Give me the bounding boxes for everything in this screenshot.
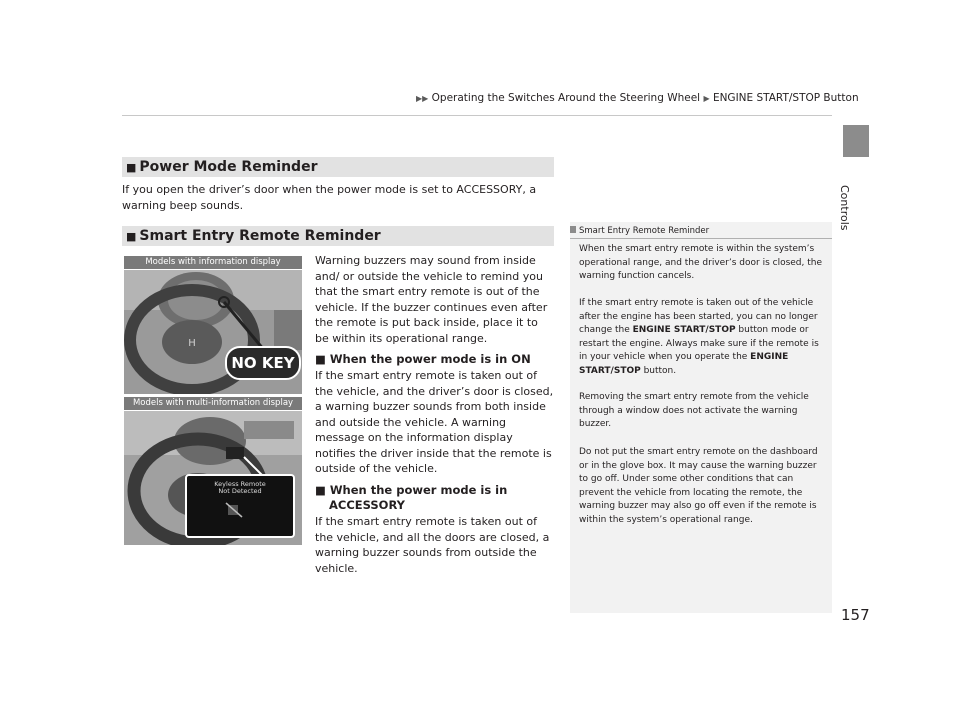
smart-entry-intro: Warning buzzers may sound from inside and/ or outside the vehicle to remind you that the smart entry remote is out of the vehicle. If the buzzer continues even after the remote is put back inside, place it to be within its operational range.: [315, 254, 548, 345]
section-marker-icon: ■: [126, 230, 137, 243]
image-caption-multi-info-display: Models with multi-information display: [124, 397, 302, 410]
section-heading-smart-entry: [122, 226, 554, 246]
section-marker-icon: ■: [315, 483, 330, 497]
breadcrumb-item: ENGINE START/STOP Button: [712, 92, 859, 104]
section-heading-power-mode: [122, 157, 554, 177]
section-heading-text: Power Mode Reminder: [139, 159, 318, 175]
notes-divider: [570, 238, 832, 239]
note-paragraph: If the smart entry remote is taken out of the vehicle after the engine has been started, you can no longer change the ENGINE START/STOP button mode or restart the engine. Always make sure if the remote is in your vehicle when you operate the ENGINE START/STOP button.: [579, 298, 819, 376]
section-marker-icon: ■: [315, 352, 330, 366]
image-caption-info-display: Models with information display: [124, 256, 302, 269]
breadcrumb-arrow-icon: ▶: [703, 94, 710, 103]
subheading-accessory: ■ When the power mode is in ACCESSORY: [315, 483, 508, 512]
accessory-mode-text: If the smart entry remote is taken out of the vehicle, and all the doors are closed, a warning buzzer sounds from outside the vehicle.: [315, 515, 550, 575]
page-number: 157: [841, 606, 870, 624]
note-paragraph: Removing the smart entry remote from the vehicle through a window does not activate the warning buzzer.: [579, 392, 809, 429]
no-key-indicator: NO KEY: [231, 354, 295, 372]
note-paragraph: When the smart entry remote is within the system’s operational range, and the driver’s door is closed, the warning function cancels.: [579, 244, 823, 281]
chapter-tab: [843, 125, 869, 157]
breadcrumb-arrow-icon: ▶▶: [416, 94, 429, 103]
on-mode-text: If the smart entry remote is taken out of the vehicle, and the driver’s door is closed, a warning buzzer sounds from both inside and outside the vehicle. A warning message on the information display notifies the driver inside that the remote is outside of the vehicle.: [315, 369, 554, 475]
breadcrumb-item: Operating the Switches Around the Steering Wheel: [431, 92, 701, 104]
steering-wheel-photo-2: [124, 411, 302, 545]
keyless-remote-message: Keyless Remote Not Detected: [214, 480, 266, 495]
breadcrumb: [416, 92, 859, 104]
steering-wheel-photo-1: [124, 270, 302, 394]
chapter-label: Controls: [838, 185, 851, 231]
power-mode-text: If you open the driver’s door when the power mode is set to ACCESSORY, a warning beep sounds.: [122, 183, 537, 212]
note-paragraph: Do not put the smart entry remote on the dashboard or in the glove box. It may cause the warning buzzer to go off. Under some other conditions that can prevent the vehicle from locating the remote, the warning buzzer may also go off even if the remote is within the system’s operational range.: [579, 447, 818, 525]
notes-title: Smart Entry Remote Reminder: [570, 226, 709, 236]
section-heading-text: Smart Entry Remote Reminder: [139, 228, 381, 244]
header-divider: [122, 115, 832, 116]
steering-wheel-illustration: [124, 411, 302, 545]
svg-text:H: H: [188, 338, 196, 349]
steering-wheel-illustration: [124, 270, 302, 394]
subheading-on: ■ When the power mode is in ON: [315, 352, 531, 366]
note-marker-icon: [570, 226, 576, 233]
section-marker-icon: ■: [126, 161, 137, 174]
